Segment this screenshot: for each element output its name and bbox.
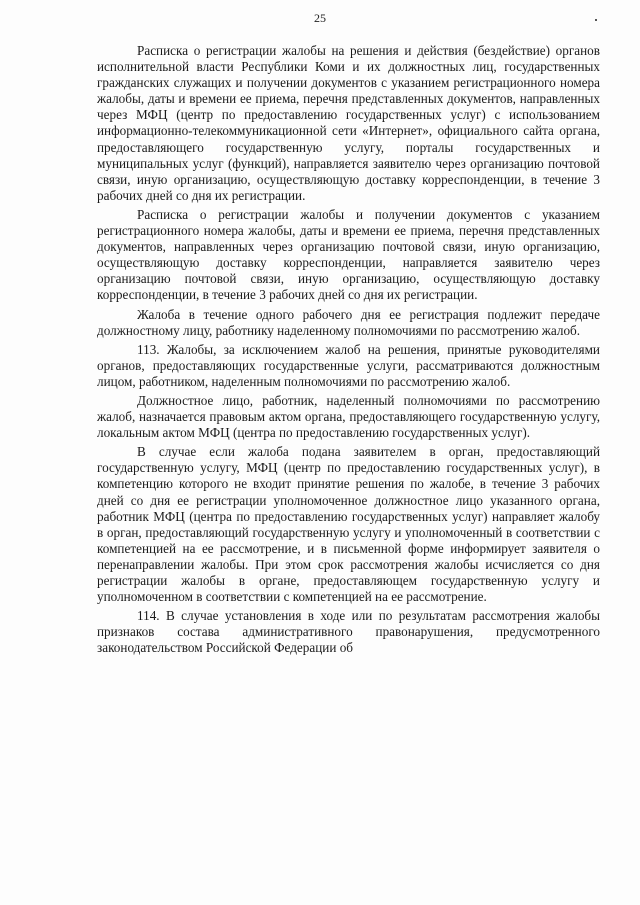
- scan-mark: [595, 19, 597, 21]
- paragraph-official-appointment: Должностное лицо, работник, наделенный полномочиями по рассмотрению жалоб, назначается правовым актом органа, предоставляющего государственную услугу, локальным актом МФЦ (центра по предоставлению государственных услуг).: [97, 392, 600, 441]
- paragraph-clause-113: 113. Жалобы, за исключением жалоб на решения, принятые руководителями органов, предоставляющих государственные услуги, рассматриваются должностным лицом, работником, наделенным полномочиями по рассмотрению жалоб.: [97, 341, 600, 389]
- paragraph-receipt-electronic: Расписка о регистрации жалобы на решения и действия (бездействие) органов исполнительной власти Республики Коми и их должностных лиц, государственных гражданских служащих и получении документов с указанием регистрационного номера жалобы, даты и времени ее приема, перечня представленных документов, направленных через МФЦ (центр по предоставлению государственных услуг) с использованием информационно-телекоммуникационной сети «Интернет», официального сайта органа, предоставляющего государственную услугу, порталы государственных и муниципальных услуг (функций), направляется заявителю через организацию почтовой связи, иную организацию, осуществляющую доставку корреспонденции, в течение 3 рабочих дней со дня их регистрации.: [97, 43, 600, 203]
- paragraph-receipt-postal: Расписка о регистрации жалобы и получении документов с указанием регистрационного номера жалобы, даты и времени ее приема, перечня представленных документов, направленных через организацию почтовой связи, иную организацию, осуществляющую доставку корреспонденции, направляется заявителю через организацию почтовой связи, иную организацию, осуществляющую доставку корреспонденции, в течение 3 рабочих дней со дня их регистрации.: [97, 206, 600, 303]
- document-body: [97, 43, 600, 656]
- paragraph-redirect-complaint: В случае если жалоба подана заявителем в орган, предоставляющий государственную услугу, МФЦ (центр по предоставлению государственных услуг), в компетенцию которого не входит принятие решения по жалобе, в течение 3 рабочих дней со дня ее регистрации уполномоченное должностное лицо указанного органа, работник МФЦ (центра по предоставлению государственных услуг) направляет жалобу в орган, предоставляющий государственную услугу и уполномоченный в соответствии с компетенцией на ее рассмотрение, и в письменной форме информирует заявителя о перенаправлении жалобы. При этом срок рассмотрения жалобы исчисляется со дня регистрации жалобы в органе, предоставляющем государственную услугу и уполномоченном в соответствии с компетенцией на ее рассмотрение.: [97, 444, 600, 605]
- paragraph-transfer-official: Жалоба в течение одного рабочего дня ее регистрация подлежит передаче должностному лицу, работнику наделенному полномочиями по рассмотрению жалоб.: [97, 306, 600, 338]
- page-number: 25: [314, 11, 326, 25]
- paragraph-clause-114: 114. В случае установления в ходе или по результатам рассмотрения жалобы признаков состава административного правонарушения, предусмотренного законодательством Российской Федерации об: [97, 608, 600, 656]
